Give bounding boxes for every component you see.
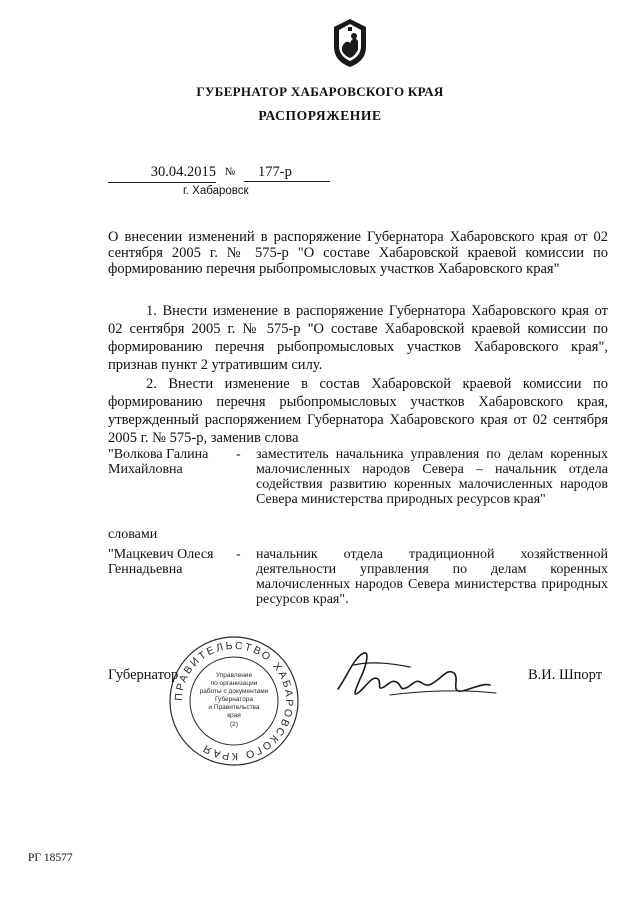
svg-text:работы с документами: работы с документами [199,688,269,695]
handwritten-signature [330,645,500,705]
svg-text:по организации: по организации [210,680,258,687]
document-type: РАСПОРЯЖЕНИЕ [258,108,382,123]
document-number: 177-р [244,164,330,182]
issuing-city: г. Хабаровск [183,185,249,197]
signatory-name: В.И. Шпорт [528,667,603,683]
svg-text:Губернатора: Губернатора [214,696,254,703]
new-member-position: начальник отдела традиционной хозяйственной деятельности управления по делам коренных малочисленных народов Севера министерства природных ресурсов края". [256,547,608,607]
svg-text:и Правительства: и Правительства [208,704,260,711]
replacement-connector: словами [108,527,158,542]
svg-text:ПРАВИТЕЛЬСТВО ХАБАРОВСКОГО КРА: ПРАВИТЕЛЬСТВО ХАБАРОВСКОГО КРАЯ [172,639,296,763]
document-date: 30.04.2015 [108,164,216,183]
old-member-dash: - [236,447,241,462]
svg-text:(2): (2) [230,721,238,728]
new-member-dash: - [236,547,241,562]
new-member-name: "Мацкевич Олеся Геннадьевна [108,547,214,577]
coat-of-arms-icon [330,17,370,69]
signatory-title: Губернатор [108,667,179,683]
old-member-position: заместитель начальника управления по делам коренных малочисленных народов Севера – начальник отдела содействия развитию коренных малочисленных народов Севера министерства природных ресурсов края" [256,447,608,507]
paragraph-1: 1. Внести изменение в распоряжение Губернатора Хабаровского края от 02 сентября 2005 г. № 575-р "О составе Хабаровской краевой комиссии по формированию перечня рыбопромысловых участков Хабаровского края", признав пункт 2 утратившим силу. [108,303,608,373]
issuing-authority: ГУБЕРНАТОР ХАБАРОВСКОГО КРАЯ [196,84,444,99]
registration-code: РГ 18577 [28,852,73,864]
document-subject: О внесении изменений в распоряжение Губернатора Хабаровского края от 02 сентября 2005 г. № 575-р "О составе Хабаровской краевой комиссии по формированию перечня рыбопромысловых участков Хабаровского края" [108,229,608,277]
official-seal-stamp [166,633,302,769]
svg-text:края: края [227,712,241,719]
number-label: № [224,166,236,178]
svg-text:Управление: Управление [215,672,253,679]
paragraph-2: 2. Внести изменение в состав Хабаровской краевой комиссии по формированию перечня рыбопромысловых участков Хабаровского края, утвержденный распоряжением Губернатора Хабаровского края от 02 сентября 2005 г. № 575-р, заменив слова [108,376,608,446]
old-member-name: "Волкова Галина Михайловна [108,447,209,477]
